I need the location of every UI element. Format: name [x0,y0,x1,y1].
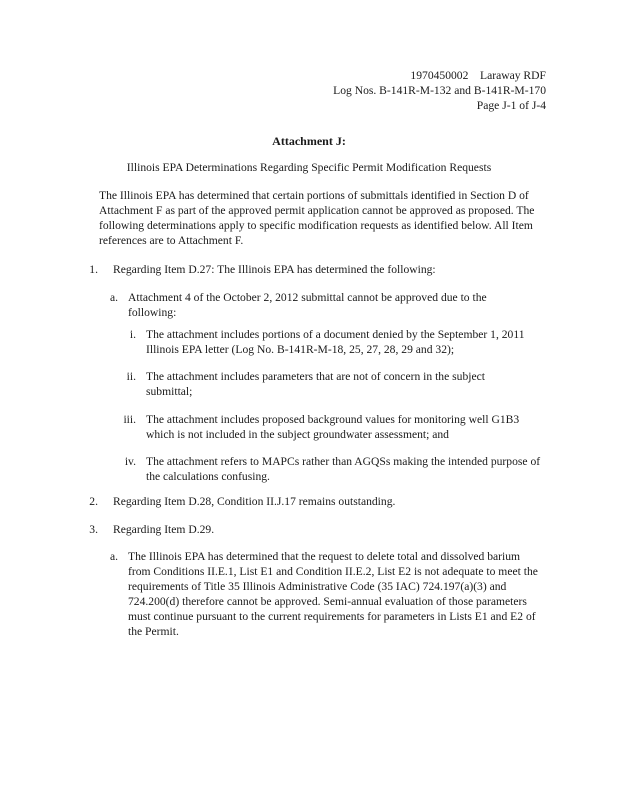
header-facility-id: 1970450002 Laraway RDF [410,69,546,82]
header-page-number: Page J-1 of J-4 [476,99,546,112]
attachment-subtitle: Illinois EPA Determinations Regarding Specific Permit Modification Requests [126,161,492,174]
item-3a-text: The Illinois EPA has determined that the request to delete total and dissolved barium from Conditions II.E.1, List E1 and Condition II.E.2, List E2 is not adequate to meet the requirements of Title 35 Illinois Administrative Code (35 IAC) 724.197(a)(3) and 724.200(d) therefore cannot be approved. Semi-annual evaluation of those parameters must continue pursuant to the current requirements for parameters in Lists E1 and E2 of the Permit. [128,550,538,638]
item-3-marker: 3. [89,523,98,536]
item-3-text: Regarding Item D.29. [113,523,215,536]
item-1a-marker: a. [109,291,118,304]
item-1a-iii-marker: iii. [123,413,136,426]
item-1a-ii-text: The attachment includes parameters that are not of concern in the subject submittal; [146,370,485,398]
item-1a-text: Attachment 4 of the October 2, 2012 submittal cannot be approved due to the following: [128,291,487,319]
item-2-marker: 2. [89,495,98,508]
item-1a-i-marker: i. [129,328,136,341]
item-1a-iv-text: The attachment refers to MAPCs rather than AGQSs making the intended purpose of the calculations confusing. [146,455,541,483]
item-1a-i-text: The attachment includes portions of a document denied by the September 1, 2011 Illinois EPA letter (Log No. B-141R-M-18, 25, 27, 28, 29 and 32); [146,328,525,356]
item-1-marker: 1. [89,263,98,276]
item-3a-marker: a. [109,550,118,563]
intro-paragraph: The Illinois EPA has determined that certain portions of submittals identified in Section D of Attachment F as part of the approved permit application cannot be approved as proposed. The following determinations apply to specific modification requests as identified below. All Item references are to Attachment F. [99,189,535,247]
item-1a-ii-marker: ii. [126,370,136,383]
page-header [333,68,546,113]
item-1a-iv-marker: iv. [124,455,136,468]
item-1-text: Regarding Item D.27: The Illinois EPA has determined the following: [113,263,436,276]
attachment-title: Attachment J: [272,134,346,148]
item-2-text: Regarding Item D.28, Condition II.J.17 remains outstanding. [113,495,396,508]
header-log-numbers: Log Nos. B-141R-M-132 and B-141R-M-170 [333,84,546,97]
item-1a-iii-text: The attachment includes proposed background values for monitoring well G1B3 which is not included in the subject groundwater assessment; and [146,413,520,441]
